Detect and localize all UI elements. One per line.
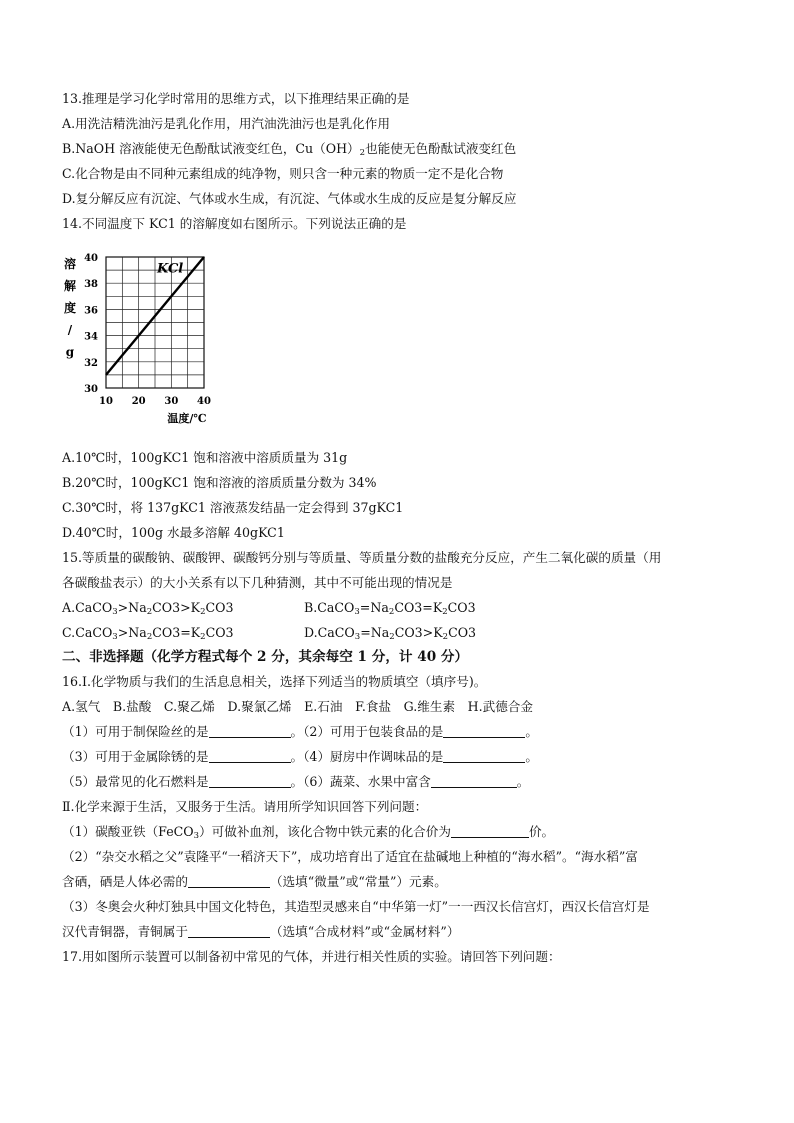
- y-tick-label: 32: [84, 357, 98, 369]
- q16-part2-q2-line2: 含硒，硒是人体必需的 （选填“微量”或“常量”）元素。: [62, 874, 447, 889]
- q15-option-b: $B.CaCO_3=Na_2CO3=K_2CO3$: [304, 600, 476, 617]
- x-tick-label: 10: [99, 396, 113, 407]
- q14-option-d: D.40℃时，100g 水最多溶解 40gKC1: [62, 525, 285, 540]
- y-axis-title-char: 解: [63, 279, 77, 293]
- q15-stem-line2: 各碳酸盐表示）的大小关系有以下几种猜测，其中不可能出现的情况是: [62, 575, 453, 590]
- y-tick-label: 40: [84, 253, 98, 264]
- q14-stem: 14.不同温度下 KC1 的溶解度如右图所示。下列说法正确的是: [62, 216, 407, 231]
- series-label-kcl: KCl: [157, 261, 184, 277]
- grid: [106, 257, 204, 388]
- q13-option-a: A.用洗洁精洗油污是乳化作用，用汽油洗油污也是乳化作用: [62, 116, 390, 131]
- answer-blank[interactable]: [443, 749, 525, 763]
- q14-option-a: A.10℃时，100gKC1 饱和溶液中溶质质量为 31g: [62, 450, 348, 465]
- y-axis-title-char: /: [67, 323, 73, 337]
- y-axis-title: [64, 256, 76, 359]
- q17-stem: 17.用如图所示装置可以制备初中常见的气体，并进行相关性质的实验。请回答下列问题：: [62, 949, 561, 964]
- q13-option-d: D.复分解反应有沉淀、气体或水生成，有沉淀、气体或水生成的反应是复分解反应: [62, 191, 517, 206]
- q15-option-d: $D.CaCO_3=Na_2CO3>K_2CO3$: [304, 625, 477, 642]
- y-axis-title-char: 溶: [63, 257, 77, 271]
- y-tick-labels: [84, 253, 98, 395]
- q16-part2-intro: Ⅱ.化学来源于生活，又服务于生活。请用所学知识回答下列问题：: [62, 799, 428, 814]
- q14-option-b: B.20℃时，100gKC1 饱和溶液的溶质质量分数为 34%: [62, 475, 377, 490]
- x-tick-labels: [99, 396, 211, 407]
- q16-part2-q1: （1）碳酸亚铁（FeCO$_3$）可做补血剂，该化合物中铁元素的化合价为 价。: [62, 824, 555, 841]
- x-tick-label: 30: [164, 396, 179, 407]
- q16-part2-q2-line1: （2）“杂交水稻之父”袁隆平“一稻济天下”，成功培育出了适宜在盐碱地上种植的“海水稻”。“海水稻”富: [62, 849, 638, 864]
- q16-part2-q3-line2: 汉代青铜器，青铜属于 （选填“合成材料”或“金属材料”）: [62, 924, 460, 939]
- q15-stem-line1: 15.等质量的碳酸钠、碳酸钾、碳酸钙分别与等质量、等质量分数的盐酸充分反应，产生二氧化碳的质量（用: [62, 550, 662, 565]
- answer-blank[interactable]: [188, 924, 270, 938]
- y-axis-title-char: g: [65, 345, 75, 359]
- q16-options: A.氢气 B.盐酸 C.聚乙烯 D.聚氯乙烯 E.石油 F.食盐 G.维生素 H.武德合金: [62, 699, 533, 714]
- q15-option-c: $C.CaCO_3>Na_2CO3=K_2CO3$: [62, 625, 234, 642]
- y-tick-label: 36: [84, 305, 98, 317]
- x-axis-title: 温度/℃: [167, 412, 207, 425]
- q16-intro: 16.I.化学物质与我们的生活息息相关，选择下列适当的物质填空（填序号)。: [62, 674, 487, 689]
- x-tick-label: 40: [197, 396, 211, 407]
- q16-line-1: （1）可用于制保险丝的是 。（2）可用于包装食品的是 。: [62, 724, 538, 739]
- x-tick-label: 20: [131, 396, 146, 407]
- answer-blank[interactable]: [443, 724, 525, 738]
- section-2-title: 二、非选择题（化学方程式每个 2 分，其余每空 1 分，计 40 分）: [62, 649, 469, 665]
- answer-blank[interactable]: [209, 724, 291, 738]
- answer-blank[interactable]: [209, 749, 291, 763]
- q15-option-a: $A.CaCO_3>Na_2CO3>K_2CO3$: [62, 600, 234, 617]
- q16-line-3: （5）最常见的化石燃料是 。（6）蔬菜、水果中富含 。: [62, 774, 530, 789]
- q14-option-c: C.30℃时，将 137gKC1 溶液蒸发结晶一定会得到 37gKC1: [62, 500, 404, 515]
- y-tick-label: 38: [84, 279, 98, 291]
- y-axis-title-char: 度: [63, 301, 77, 315]
- answer-blank[interactable]: [188, 874, 270, 888]
- q13-option-c: C.化合物是由不同种元素组成的纯净物，则只含一种元素的物质一定不是化合物: [62, 166, 504, 181]
- q16-part2-q3-line1: （3）冬奥会火种灯独具中国文化特色，其造型灵感来自“中华第一灯”一一西汉长信宫灯，西汉长信宫灯是: [62, 899, 650, 914]
- answer-blank[interactable]: [209, 774, 291, 788]
- q13-stem: 13.推理是学习化学时常用的思维方式，以下推理结果正确的是: [62, 91, 410, 106]
- kcl-solubility-chart: [58, 248, 228, 428]
- q16-line-2: （3）可用于金属除锈的是 。（4）厨房中作调味品的是 。: [62, 749, 538, 764]
- q13-option-b: B.NaOH 溶液能使无色酚酞试液变红色，$Cu(OH)_2$也能使无色酚酞试液变红色: [62, 141, 517, 158]
- answer-blank[interactable]: [431, 774, 517, 788]
- y-tick-label: 30: [84, 384, 98, 395]
- answer-blank[interactable]: [451, 824, 529, 838]
- y-tick-label: 34: [84, 331, 98, 343]
